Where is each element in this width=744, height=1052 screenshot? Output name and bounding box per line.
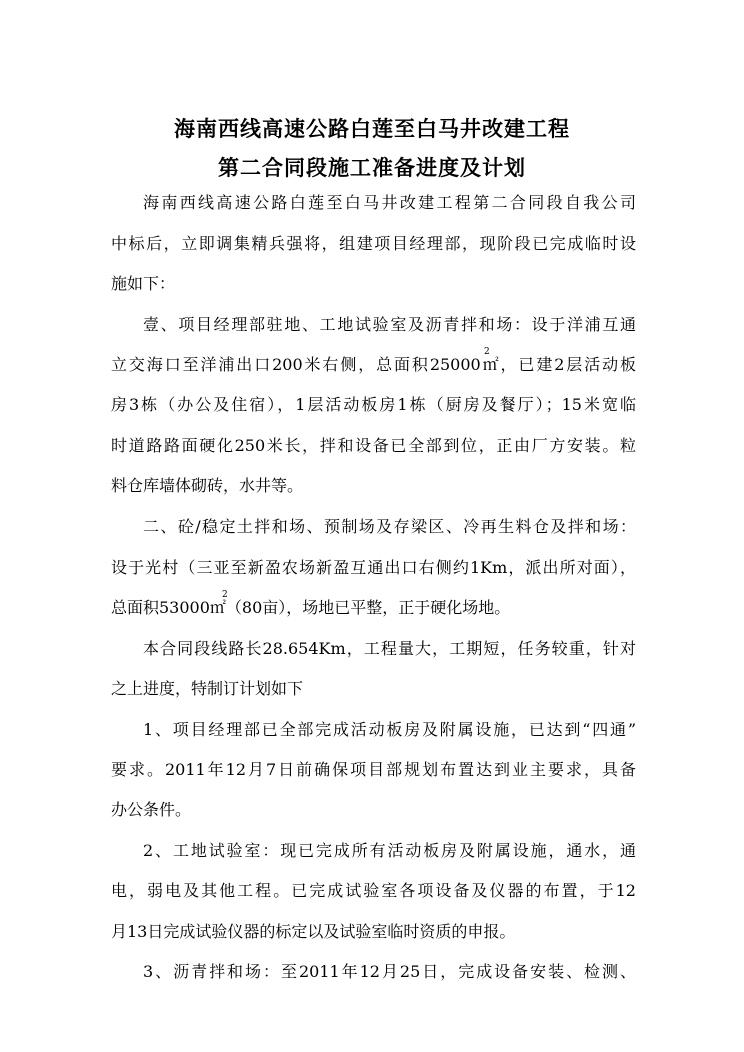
- paragraph-2-line-3: 房3栋（办公及住宿），1层活动板房1栋（厨房及餐厅）；15米宽临: [111, 395, 636, 414]
- paragraph-3-line-1: 二、砼/稳定土拌和场、预制场及存梁区、冷再生料仓及拌和场：: [143, 517, 636, 536]
- paragraph-4-line-2: 之上进度，特制订计划如下: [111, 679, 304, 698]
- paragraph-6-line-1: 2、工地试验室：现已完成所有活动板房及附属设施，通水，通: [143, 841, 636, 860]
- paragraph-6-line-2: 电，弱电及其他工程。已完成试验室各项设备及仪器的布置，于12: [111, 881, 636, 900]
- paragraph-4-line-1: 本合同段线路长28.654Km，工程量大，工期短，任务较重，针对: [143, 639, 636, 658]
- paragraph-5-line-2: 要求。2011年12月7日前确保项目部规划布置达到业主要求，具备: [111, 760, 636, 779]
- paragraph-5-line-3: 办公条件。: [111, 800, 192, 819]
- paragraph-7-line-1: 3、沥青拌和场：至2011年12月25日，完成设备安装、检测、: [143, 962, 636, 981]
- paragraph-2-line-2: [111, 355, 636, 375]
- paragraph-6-line-3: 月13日完成试验仪器的标定以及试验室临时资质的申报。: [111, 922, 516, 941]
- paragraph-2-line-4: 时道路路面硬化250米长，拌和设备已全部到位，正由厂方安装。粒: [111, 436, 636, 455]
- document-title-line-2: 第二合同段施工准备进度及计划: [218, 155, 526, 180]
- paragraph-3-line-2: 设于光村（三亚至新盈农场新盈互通出口右侧约1Km，派出所对面），: [111, 558, 636, 577]
- paragraph-2-line-1: 壹、项目经理部驻地、工地试验室及沥青拌和场：设于洋浦互通: [143, 315, 636, 334]
- paragraph-5-line-1: 1、项目经理部已全部完成活动板房及附属设施，已达到“四通”: [143, 720, 636, 739]
- paragraph-2-line-2-text: 立交海口至洋浦出口200米右侧，总面积25000㎡，已建2层活动板: [111, 355, 636, 374]
- document-title-line-1: 海南西线高速公路白莲至白马井改建工程: [174, 116, 570, 141]
- paragraph-1-line-2: 中标后，立即调集精兵强将，组建项目经理部，现阶段已完成临时设: [111, 234, 636, 253]
- paragraph-2-line-5: 料仓库墙体砌砖，水井等。: [111, 476, 304, 495]
- paragraph-3-line-3: 总面积53000㎡（80亩），场地已平整，正于硬化场地。: [111, 598, 511, 617]
- paragraph-1-line-1: 海南西线高速公路白莲至白马井改建工程第二合同段自我公司: [143, 193, 636, 212]
- paragraph-1-line-3: 施如下：: [111, 274, 176, 293]
- document-page: 海南西线高速公路白莲至白马井改建工程 第二合同段施工准备进度及计划 海南西线高速公路白莲至白马井改建工程第二合同段自我公司 中标后，立即调集精兵强将，组建项目经理部，现阶段已完成临时设 施如下： 壹、项目经理部驻地、工地试验室及沥青拌和场：设于洋浦互通 立交海口至洋浦出口200米右侧，总面积25000㎡，已建2层活动板 房3栋（办公及住宿），1层活动板房1栋（厨房及餐厅）；15米宽临 时道路路面硬化250米长，拌和设备已全部到位，正由厂方安装。粒 料仓库墙体砌砖，水井等。 2 二、砼/稳定土拌和场、预制场及存梁区、冷再生料仓及拌和场： 设于光村（三亚至新盈农场新盈互通出口右侧约1Km，派出所对面）， 总面积53000㎡（80亩），场地已平整，正于硬化场地。 2 本合同段线路长28.654Km，工程量大，工期短，任务较重，针对 之上进度，特制订计划如下 1、项目经理部已全部完成活动板房及附属设施，已达到“四通” 要求。2011年12月7日前确保项目部规划布置达到业主要求，具备 办公条件。 2、工地试验室：现已完成所有活动板房及附属设施，通水，通 电，弱电及其他工程。已完成试验室各项设备及仪器的布置，于12 月13日完成试验仪器的标定以及试验室临时资质的申报。 3、沥青拌和场：至2011年12月25日，完成设备安装、检测、: [0, 0, 744, 1052]
